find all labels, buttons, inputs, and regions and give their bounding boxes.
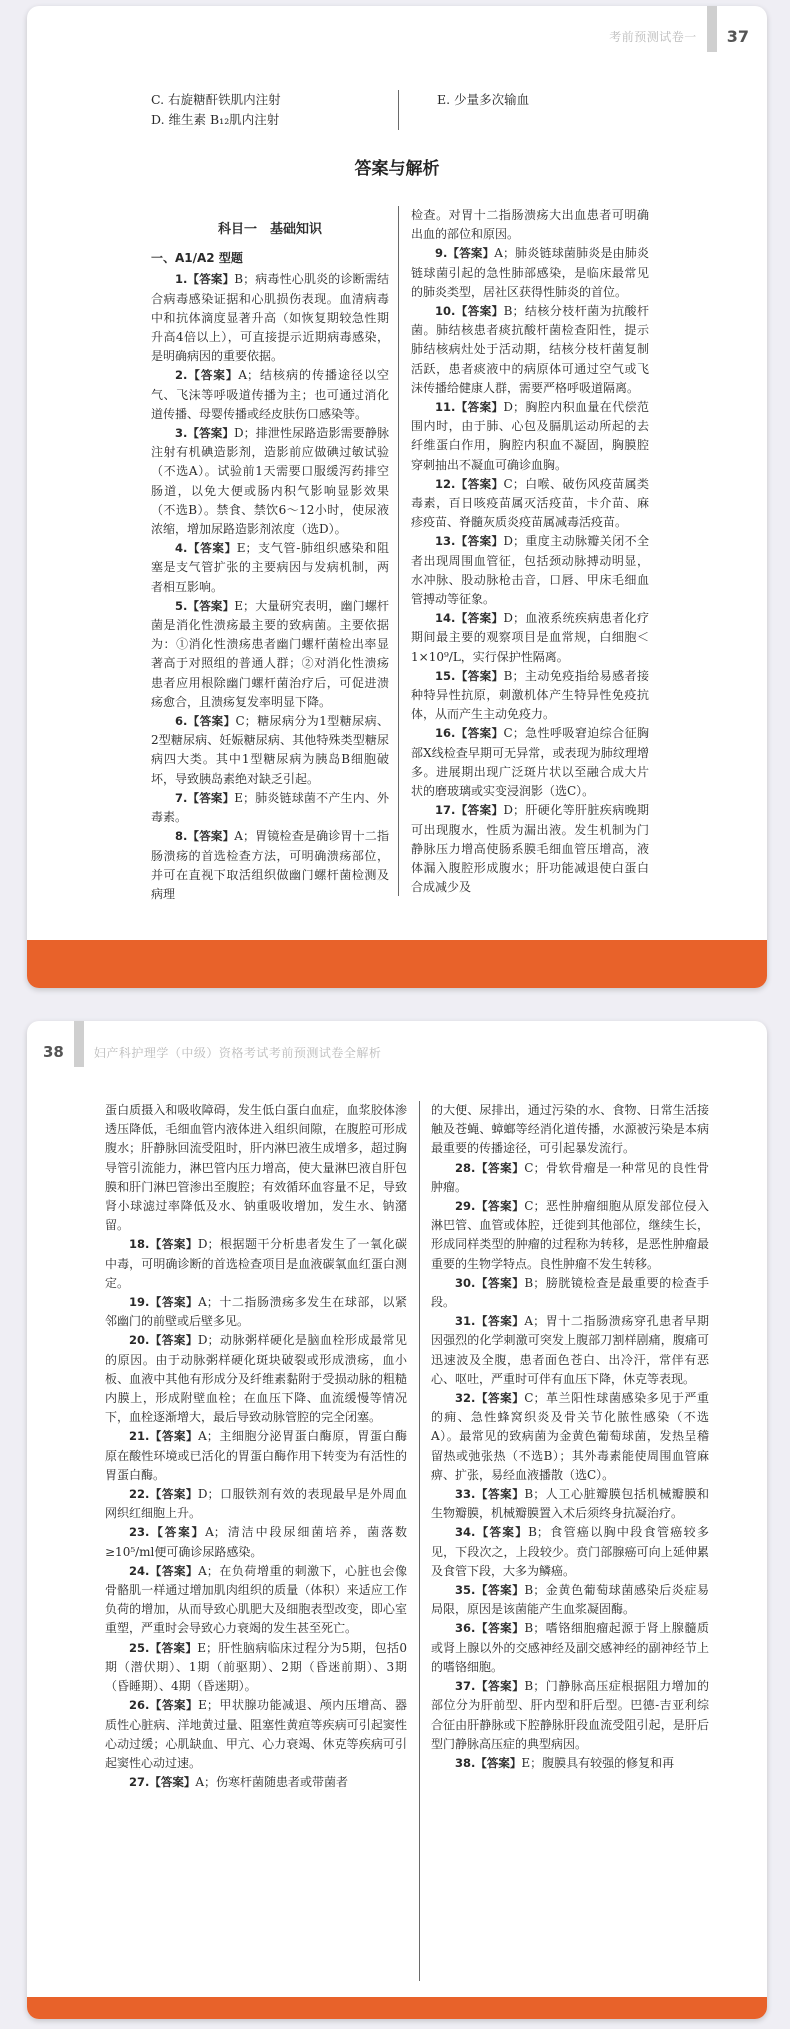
answer-text: A；主细胞分泌胃蛋白酶原，胃蛋白酶原在酸性环境或已活化的胃蛋白酶作用下转变为有活性的胃蛋白酶。 [105,1429,408,1482]
document-page-37 [27,6,767,988]
answer-tag: 12.【答案】 [435,476,504,491]
header-title: 考前预测试卷一 [609,29,697,44]
answer-text: D；重度主动脉瓣关闭不全者出现周围血管征，包括颈动脉搏动明显，水冲脉、股动脉枪击音，口唇、甲床毛细血管搏动等征象。 [411,534,649,607]
answer-paragraph [431,1159,709,1197]
answer-paragraph [151,366,389,424]
answer-tag: 31.【答案】 [455,1314,525,1329]
option-item: D. 维生素 B₁₂肌内注射 [151,112,280,127]
answer-paragraph [105,1101,407,1235]
header-accent-bar [74,1021,84,1067]
answer-tag: 25.【答案】 [129,1640,198,1655]
answer-tag: 17.【答案】 [435,803,504,818]
answer-tag: 19.【答案】 [129,1295,199,1310]
answer-tag: 33.【答案】 [455,1487,525,1502]
answer-tag: 36.【答案】 [455,1621,525,1636]
answer-paragraph [431,1485,709,1523]
header-title: 妇产科护理学（中级）资格考试考前预测试卷全解析 [93,1045,382,1060]
answer-tag: 24.【答案】 [129,1563,199,1578]
answer-paragraph [411,532,649,609]
answer-paragraph [151,270,389,366]
answer-tag: 3.【答案】 [175,426,234,441]
answer-text: A；胃镜检查是确诊胃十二指肠溃疡的首选检查方法，可明确溃疡部位，并可在直视下取活组织做幽门螺杆菌检测及病理 [151,829,389,901]
answer-paragraph [105,1485,407,1523]
answer-tag: 28.【答案】 [455,1160,525,1175]
answer-tag: 21.【答案】 [129,1429,199,1444]
page-header [43,1037,381,1067]
answer-tag: 29.【答案】 [455,1199,525,1214]
right-column [411,206,649,897]
answer-tag: 35.【答案】 [455,1583,525,1598]
answer-tag: 4.【答案】 [175,541,237,556]
page-number: 37 [726,26,749,46]
answer-tag: 18.【答案】 [129,1237,198,1252]
answer-paragraph [431,1754,709,1773]
answer-text: C；白喉、破伤风疫苗属类毒素，百日咳疫苗属灭活疫苗，卡介苗、麻疹疫苗、脊髓灰质炎疫苗属减毒活疫苗。 [411,476,650,530]
answer-paragraph [105,1639,407,1697]
answer-text: D；根据题干分析患者发生了一氧化碳中毒，可明确诊断的首选检查项目是血液碳氧血红蛋白测定。 [105,1237,407,1290]
answer-tag: 6.【答案】 [175,714,236,729]
answer-paragraph [105,1235,407,1293]
answer-paragraph [151,712,389,789]
answer-text: E；大量研究表明，幽门螺杆菌是消化性溃疡最主要的致病菌。主要依据为：①消化性溃疡患者幽门螺杆菌检出率显著高于对照组的普通人群；②对消化性溃疡患者应用根除幽门螺杆菌治疗后，可促进溃疡愈合，且溃疡复发率明显下降。 [151,598,389,709]
answer-paragraph [431,1312,709,1389]
answer-tag: 37.【答案】 [455,1679,525,1694]
answer-text: C；骨软骨瘤是一种常见的良性骨肿瘤。 [431,1160,710,1194]
answer-text: C；革兰阳性球菌感染多见于严重的痈、急性蜂窝织炎及骨关节化脓性感染（不选A）。最常见的致病菌为金黄色葡萄球菌，发热呈稽留热或弛张热（不选B）；其外毒素能使周围血管麻痹、扩张，易经血液播散（选C）。 [431,1391,710,1482]
answer-paragraph [105,1293,407,1331]
answer-text: B；结核分枝杆菌为抗酸杆菌。肺结核患者痰抗酸杆菌检查阳性，提示肺结核病灶处于活动期，结核分枝杆菌复制活跃，患者痰液中的病原体可通过空气或飞沫传播给健康人群，需要严格呼吸道隔离。 [411,304,649,395]
answer-text: D；血液系统疾病患者化疗期间最主要的观察项目是血常规，白细胞＜1×10⁹/L，实行保护性隔离。 [411,611,649,664]
answer-text: A；伤寒杆菌随患者或带菌者 [195,1775,349,1790]
page-header [609,20,749,52]
left-column [151,216,389,904]
option-item: E. 少量多次输血 [437,92,530,107]
answer-paragraph [105,1773,407,1792]
answer-tag: 22.【答案】 [129,1487,198,1502]
answer-tag: 2.【答案】 [175,368,239,383]
answer-text: E；支气管-肺组织感染和阻塞是支气管扩张的主要病因与发病机制，两者相互影响。 [151,541,389,594]
answer-text: B；金黄色葡萄球菌感染后炎症易局限，原因是该菌能产生血浆凝固酶。 [431,1583,709,1617]
answer-paragraph [411,206,649,244]
answer-paragraph [151,597,389,712]
answer-tag: 30.【答案】 [455,1275,525,1290]
answer-tag: 9.【答案】 [435,246,495,261]
answer-paragraph [105,1331,407,1427]
answer-paragraph [151,424,389,539]
answer-paragraph [411,609,649,667]
answer-tag: 32.【答案】 [455,1391,525,1406]
answer-text: B；嗜铬细胞瘤起源于肾上腺髓质或肾上腺以外的交感神经及副交感神经的副神经节上的嗜铬细胞。 [431,1621,709,1674]
answer-paragraph [411,302,649,398]
answer-text: B；门静脉高压症根据阻力增加的部位分为肝前型、肝内型和肝后型。巴德-吉亚利综合征由肝静脉或下腔静脉肝段血流受阻引起，是肝后型门静脉高压症的典型病因。 [431,1679,709,1751]
answer-text: B；病毒性心肌炎的诊断需结合病毒感染证据和心肌损伤表现。血清病毒中和抗体滴度显著升高（如恢复期较急性期升高4倍以上），可直接提示近期病毒感染，是明确病因的重要依据。 [151,272,389,364]
subject-title: 科目一 基础知识 [217,222,322,237]
answer-paragraph [411,667,649,725]
answer-paragraph [431,1581,709,1619]
answer-paragraph [151,539,389,597]
answer-tag: 7.【答案】 [175,790,235,805]
column-divider [419,1101,420,1981]
answer-tag: 5.【答案】 [175,598,235,613]
answer-paragraph [411,801,649,897]
answer-paragraph [411,724,649,801]
answer-text: A；胃十二指肠溃疡穿孔患者早期因强烈的化学刺激可突发上腹部刀割样剧痛，腹痛可迅速波及全腹，患者面色苍白、出冷汗，常伴有恶心、呕吐，严重时可伴有血压下降，休克等表现。 [431,1314,709,1386]
answer-text: C；恶性肿瘤细胞从原发部位侵入淋巴管、血管或体腔，迁徙到其他部位，继续生长，形成同样类型的肿瘤的过程称为转移，是恶性肿瘤最重要的生物学特点。良性肿瘤不发生转移。 [431,1199,710,1271]
answer-text: D；动脉粥样硬化是脑血栓形成最常见的原因。由于动脉粥样硬化斑块破裂或形成溃疡，血小板、血液中其他有形成分及纤维素黏附于受损动脉的粗糙内膜上，形成附壁血栓；在血压下降、血流缓慢等情况下，血栓逐渐增大，最后导致动脉管腔的完全闭塞。 [105,1333,407,1425]
answer-text: E；肝性脑病临床过程分为5期，包括0期（潜伏期）、1期（前驱期）、2期（昏迷前期）、3期（昏睡期）、4期（昏迷期）。 [105,1640,408,1694]
answer-tag: 27.【答案】 [129,1775,196,1790]
answer-tag: 34.【答案】 [455,1525,529,1540]
answer-text: E；肺炎链球菌不产生内、外毒素。 [151,790,389,825]
answer-paragraph [105,1696,407,1773]
answer-text: 检查。对胃十二指肠溃疡大出血患者可明确出血的部位和原因。 [411,208,649,242]
answer-paragraph [431,1389,709,1485]
options-left [151,90,281,130]
answer-tag: 8.【答案】 [175,829,235,844]
answer-text: A；在负荷增重的刺激下，心脏也会像骨骼肌一样通过增加肌肉组织的质量（体积）来适应工作负荷的增加，从而导致心肌肥大及细胞表型改变，即心室重塑，严重时会导致心力衰竭的发生甚至死亡。 [105,1563,408,1636]
answer-paragraph [105,1523,407,1561]
answer-tag: 20.【答案】 [129,1333,198,1348]
header-accent-bar [707,6,717,52]
answer-paragraph [151,827,389,904]
answer-text: D；排泄性尿路造影需要静脉注射有机碘造影剂，造影前应做碘过敏试验（不选A）。试验前1天需要口服缓泻药排空肠道，以免大便或肠内积气影响显影效果（不选B）。禁食、禁饮6～12小时，使尿液浓缩，增加尿路造影剂浓度（选D）。 [151,426,389,537]
column-divider [398,90,399,130]
answer-paragraph [431,1677,709,1754]
answer-text: 的大便、尿排出，通过污染的水、食物、日常生活接触及苍蝇、蟑螂等经消化道传播，水源被污染是本病最重要的传播途径，可引起暴发流行。 [431,1103,709,1156]
left-column [105,1101,407,1792]
answer-text: D；胸腔内积血量在代偿范围内时，由于肺、心包及膈肌运动所起的去纤维蛋白作用，胸腔内积血不凝固，胸膜腔穿刺抽出不凝血可确诊血胸。 [411,400,649,472]
answer-tag: 16.【答案】 [435,726,504,741]
answer-paragraph [411,244,649,302]
footer-band [27,1997,767,2019]
answer-paragraph [431,1274,709,1312]
answer-text: E；甲状腺功能减退、颅内压增高、器质性心脏病、洋地黄过量、阻塞性黄疸等疾病可引起窦性心动过缓；心肌缺血、甲亢、心力衰竭、休克等疾病可引起窦性心动过速。 [105,1698,407,1770]
answer-tag: 11.【答案】 [435,400,504,415]
answer-text: B；膀胱镜检查是最重要的检查手段。 [431,1275,709,1310]
answer-text: 蛋白质摄入和吸收障碍，发生低白蛋白血症，血浆胶体渗透压降低，毛细血管内液体进入组织间隙，在腹腔可形成腹水；肝静脉回流受阻时，肝内淋巴液生成增多，超过胸导管引流能力，淋巴管内压力增高，使大量淋巴液自肝包膜和肝门淋巴管渗出至腹腔；有效循环血容量不足，导致肾小球滤过率降低及水、钠重吸收增加，发生水、钠潴留。 [105,1103,407,1233]
document-page-38 [27,1021,767,2019]
right-column [431,1101,709,1773]
answer-tag: 13.【答案】 [435,534,504,549]
answer-tag: 23.【答案】 [129,1525,206,1540]
answer-paragraph [105,1427,407,1485]
answer-text: A；清洁中段尿细菌培养，菌落数≥10⁵/ml便可确诊尿路感染。 [105,1525,408,1559]
answer-text: E；腹膜具有较强的修复和再 [521,1755,675,1770]
answer-text: B；人工心脏瓣膜包括机械瓣膜和生物瓣膜，机械瓣膜置入术后须终身抗凝治疗。 [431,1487,709,1521]
answer-paragraph [411,475,649,533]
answer-text: D；肝硬化等肝脏疾病晚期可出现腹水，性质为漏出液。发生机制为门静脉压力增高使肠系膜毛细血管压增高，液体漏入腹腔形成腹水；肝功能减退使白蛋白合成减少及 [411,803,649,895]
answer-tag: 10.【答案】 [435,304,504,319]
footer-band [27,940,767,988]
option-item: C. 右旋糖酐铁肌内注射 [151,92,281,107]
answer-text: A；肺炎链球菌肺炎是由肺炎链球菌引起的急性肺部感染，是临床最常见的肺炎类型，居社区获得性肺炎的首位。 [411,246,649,299]
answer-paragraph [431,1101,709,1159]
answer-text: C；糖尿病分为1型糖尿病、2型糖尿病、妊娠糖尿病、其他特殊类型糖尿病四大类。其中1型糖尿病为胰岛B细胞破坏，导致胰岛素绝对缺乏引起。 [151,714,389,786]
answer-text: A；十二指肠溃疡多发生在球部，以紧邻幽门的前壁或后壁多见。 [105,1295,408,1329]
answer-text: D；口服铁剂有效的表现最早是外周血网织红细胞上升。 [105,1487,407,1521]
answer-paragraph [411,398,649,475]
answer-tag: 1.【答案】 [175,272,235,287]
answer-paragraph [431,1523,709,1581]
answer-tag: 15.【答案】 [435,668,504,683]
answer-tag: 14.【答案】 [435,611,504,626]
answer-paragraph [431,1197,709,1274]
column-divider [398,206,399,896]
answer-text: A；结核病的传播途径以空气、飞沫等呼吸道传播为主；也可通过消化道传播、母婴传播或经皮肤伤口感染等。 [151,368,389,421]
page-number: 38 [43,1043,64,1061]
answer-text: B；主动免疫指给易感者接种特异性抗原，刺激机体产生特异性免疫抗体，从而产生主动免疫力。 [411,668,649,722]
answer-tag: 26.【答案】 [129,1698,199,1713]
answer-text: C；急性呼吸窘迫综合征胸部X线检查早期可无异常，或表现为肺纹理增多。进展期出现广泛斑片状以至融合成大片状的磨玻璃或实变浸润影（选C）。 [411,726,650,799]
answer-paragraph [431,1619,709,1677]
answer-paragraph [105,1562,407,1639]
options-right [437,90,529,110]
question-type-title: 一、A1/A2 型题 [151,251,243,266]
section-title: 答案与解析 [354,159,440,179]
answer-text: B；食管癌以胸中段食管癌较多见，下段次之，上段较少。贲门部腺癌可向上延伸累及食管下段，大多为鳞癌。 [431,1525,709,1578]
answer-paragraph [151,789,389,827]
answer-tag: 38.【答案】 [455,1755,522,1770]
